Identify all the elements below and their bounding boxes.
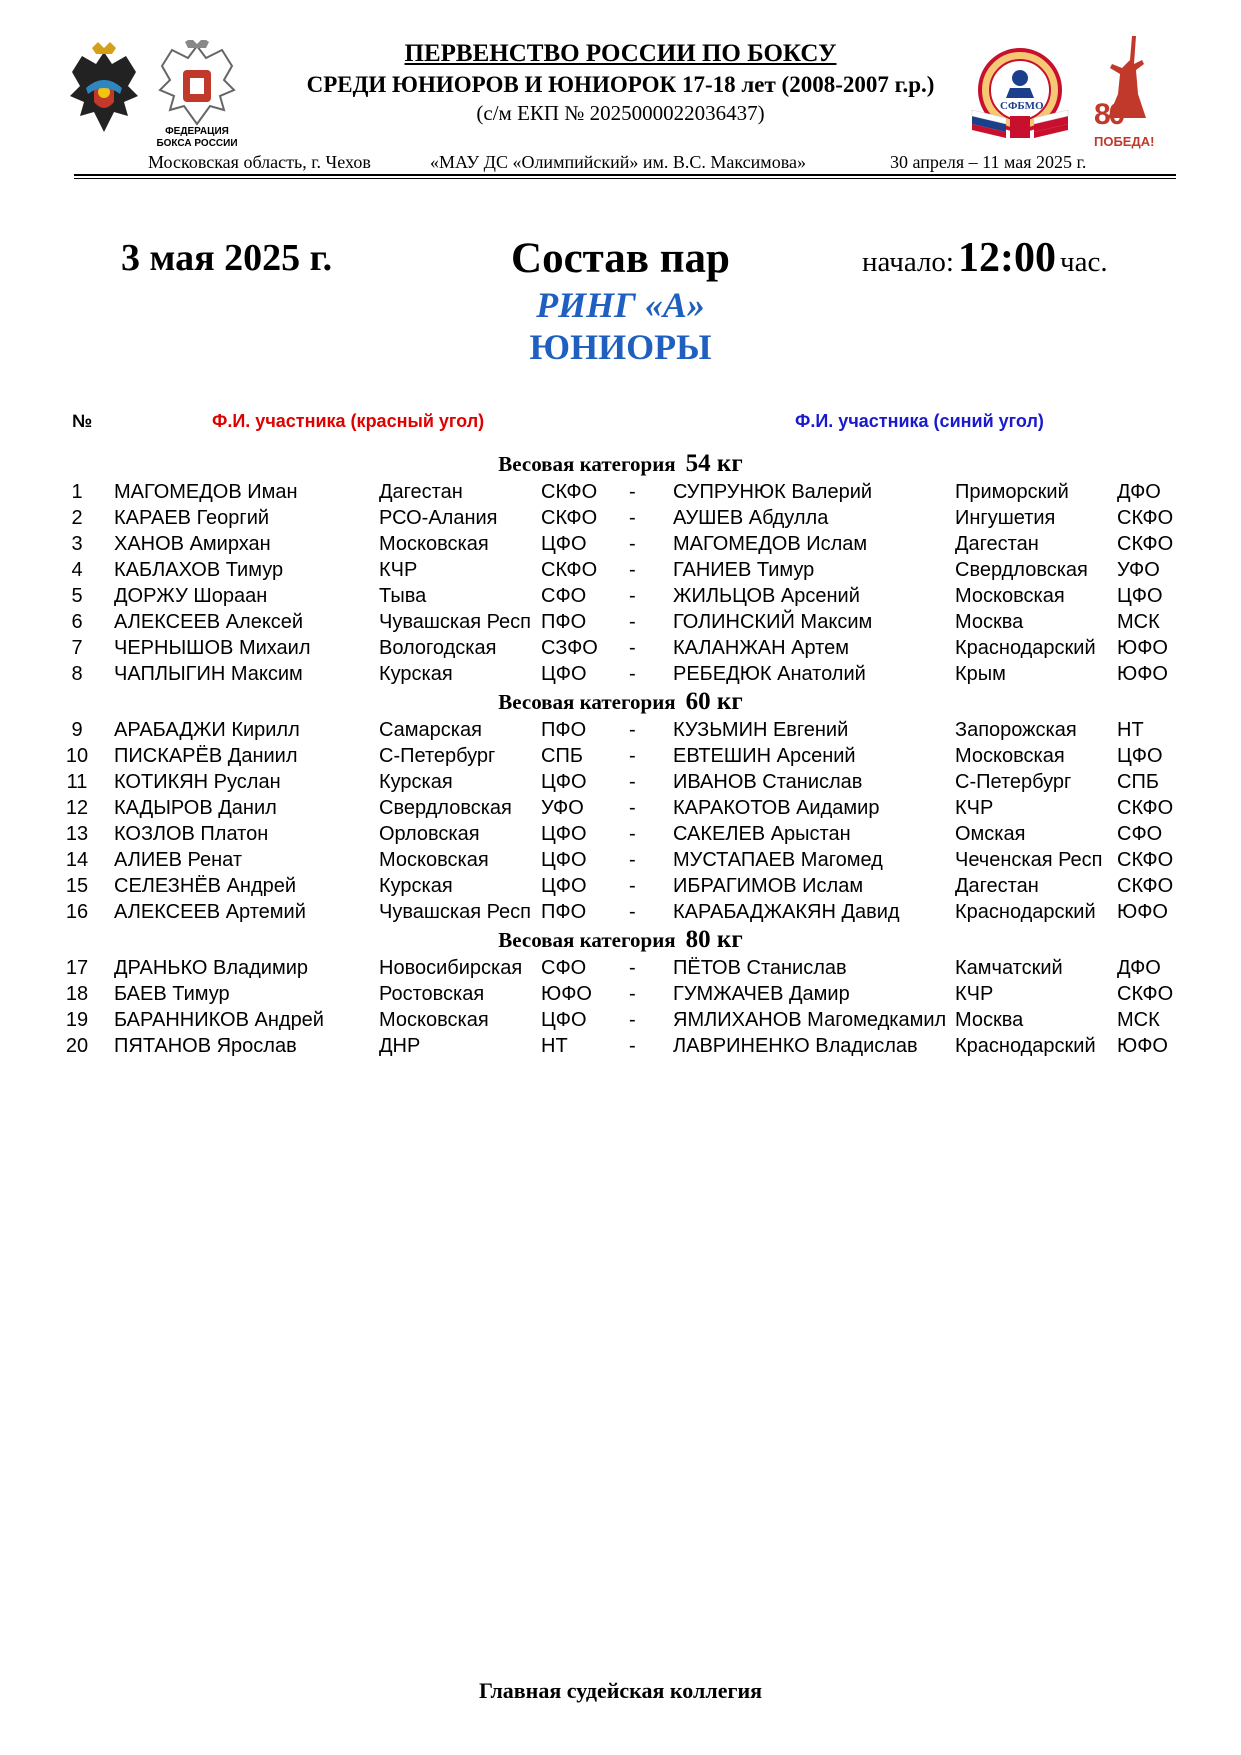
vs-separator: - — [629, 533, 636, 555]
red-boxer-region: Московская — [379, 849, 489, 871]
blue-boxer-district: НТ — [1117, 719, 1144, 741]
blue-boxer-name: КАРАКОТОВ Аидамир — [673, 797, 880, 819]
red-boxer-region: Курская — [379, 875, 453, 897]
blue-boxer-region: Чеченская Респ — [955, 849, 1103, 871]
red-boxer-region: КЧР — [379, 559, 418, 581]
red-boxer-name: ЧАПЛЫГИН Максим — [114, 663, 303, 685]
red-boxer-region: Ростовская — [379, 983, 485, 1005]
red-boxer-region: Курская — [379, 771, 453, 793]
blue-boxer-name: КУЗЬМИН Евгений — [673, 719, 849, 741]
red-boxer-name: АЛЕКСЕЕВ Алексей — [114, 611, 304, 633]
bout-number: 12 — [65, 797, 89, 819]
blue-boxer-district: ЮФО — [1117, 637, 1168, 659]
red-boxer-name: БАРАННИКОВ Андрей — [114, 1009, 324, 1031]
red-boxer-name: АРАБАДЖИ Кирилл — [114, 719, 300, 741]
blue-boxer-district: ЮФО — [1117, 1035, 1168, 1057]
red-boxer-district: СПБ — [541, 745, 583, 767]
blue-boxer-name: ЛАВРИНЕНКО Владислав — [673, 1035, 918, 1057]
column-header-blue-corner: Ф.И. участника (синий угол) — [795, 411, 1044, 431]
blue-boxer-name: ПЁТОВ Станислав — [673, 957, 847, 979]
vs-separator: - — [629, 1035, 636, 1057]
red-boxer-name: КОТИКЯН Руслан — [114, 771, 281, 793]
table-row — [0, 821, 1241, 847]
table-row — [0, 873, 1241, 899]
red-boxer-name: ДОРЖУ Шораан — [114, 585, 268, 607]
age-group: ЮНИОРЫ — [529, 327, 712, 367]
red-boxer-district: СФО — [541, 957, 587, 979]
red-boxer-region: Московская — [379, 1009, 489, 1031]
red-boxer-district: СЗФО — [541, 637, 598, 659]
bout-number: 19 — [65, 1009, 89, 1031]
blue-boxer-district: ЦФО — [1117, 585, 1163, 607]
red-boxer-region: Тыва — [379, 585, 427, 607]
bout-number: 20 — [65, 1035, 89, 1057]
red-boxer-region: Московская — [379, 533, 489, 555]
blue-boxer-district: СКФО — [1117, 983, 1174, 1005]
victory-text: ПОБЕДА! — [1094, 134, 1155, 149]
weight-category-value: 80 кг — [685, 926, 743, 953]
red-boxer-district: ПФО — [541, 611, 587, 633]
red-boxer-district: ЦФО — [541, 823, 587, 845]
blue-boxer-region: КЧР — [955, 797, 994, 819]
bout-number: 16 — [65, 901, 89, 923]
bout-number: 2 — [71, 507, 83, 529]
blue-boxer-name: ЯМЛИХАНОВ Магомедкамил — [673, 1009, 947, 1031]
column-header-number: № — [72, 411, 93, 431]
event-location: Московская область, г. Чехов — [148, 152, 371, 172]
vs-separator: - — [629, 481, 636, 503]
vs-separator: - — [629, 559, 636, 581]
table-row — [0, 717, 1241, 743]
bout-number: 4 — [71, 559, 83, 581]
blue-boxer-region: Крым — [955, 663, 1006, 685]
vs-separator: - — [629, 875, 636, 897]
red-boxer-name: СЕЛЕЗНЁВ Андрей — [114, 875, 297, 897]
red-boxer-district: СФО — [541, 585, 587, 607]
blue-boxer-district: СКФО — [1117, 849, 1174, 871]
blue-boxer-district: СКФО — [1117, 507, 1174, 529]
table-row — [0, 609, 1241, 635]
blue-boxer-region: Московская — [955, 585, 1065, 607]
red-boxer-name: ДРАНЬКО Владимир — [114, 957, 309, 979]
blue-boxer-name: ГАНИЕВ Тимур — [673, 559, 815, 581]
bout-number: 14 — [65, 849, 89, 871]
blue-boxer-region: Краснодарский — [955, 637, 1096, 659]
red-boxer-district: СКФО — [541, 507, 598, 529]
vs-separator: - — [629, 719, 636, 741]
red-boxer-district: УФО — [541, 797, 584, 819]
red-boxer-region: С-Петербург — [379, 745, 496, 767]
table-row — [0, 505, 1241, 531]
page-title: Состав пар — [511, 235, 730, 282]
vs-separator: - — [629, 507, 636, 529]
blue-boxer-district: МСК — [1117, 1009, 1160, 1031]
vs-separator: - — [629, 611, 636, 633]
blue-boxer-district: МСК — [1117, 611, 1160, 633]
bout-number: 9 — [71, 719, 83, 741]
red-boxer-name: КАРАЕВ Георгий — [114, 507, 270, 529]
red-boxer-district: ПФО — [541, 719, 587, 741]
table-row — [0, 955, 1241, 981]
blue-boxer-district: ЦФО — [1117, 745, 1163, 767]
column-header-red-corner: Ф.И. участника (красный угол) — [212, 411, 485, 431]
bout-number: 10 — [65, 745, 89, 767]
blue-boxer-name: КАЛАНЖАН Артем — [673, 637, 849, 659]
red-boxer-region: Свердловская — [379, 797, 512, 819]
table-row — [0, 635, 1241, 661]
red-boxer-district: ПФО — [541, 901, 587, 923]
red-boxer-district: ЦФО — [541, 663, 587, 685]
vs-separator: - — [629, 585, 636, 607]
red-boxer-name: АЛЕКСЕЕВ Артемий — [114, 901, 306, 923]
blue-boxer-name: СУПРУНЮК Валерий — [673, 481, 873, 503]
red-boxer-district: СКФО — [541, 481, 598, 503]
red-boxer-region: Курская — [379, 663, 453, 685]
red-boxer-name: МАГОМЕДОВ Иман — [114, 481, 298, 503]
table-row — [0, 795, 1241, 821]
weight-category-label: Весовая категория — [498, 690, 676, 714]
red-boxer-region: ДНР — [379, 1035, 421, 1057]
blue-boxer-region: Приморский — [955, 481, 1069, 503]
weight-category-header — [0, 925, 1241, 955]
weight-category-label: Весовая категория — [498, 452, 676, 476]
red-boxer-district: ЦФО — [541, 771, 587, 793]
blue-boxer-name: ГУМЖАЧЕВ Дамир — [673, 983, 850, 1005]
red-boxer-name: ЧЕРНЫШОВ Михаил — [114, 637, 311, 659]
blue-boxer-name: ГОЛИНСКИЙ Максим — [673, 611, 873, 633]
red-boxer-region: РСО-Алания — [379, 507, 498, 529]
red-boxer-region: Вологодская — [379, 637, 497, 659]
bout-date: 3 мая 2025 г. — [121, 237, 333, 279]
red-boxer-district: ЦФО — [541, 533, 587, 555]
bout-number: 17 — [65, 957, 89, 979]
blue-boxer-region: Краснодарский — [955, 901, 1096, 923]
table-row — [0, 1033, 1241, 1059]
weight-category-label: Весовая категория — [498, 928, 676, 952]
red-boxer-region: Чувашская Респ — [379, 611, 532, 633]
blue-boxer-name: РЕБЕДЮК Анатолий — [673, 663, 866, 685]
event-venue: «МАУ ДС «Олимпийский» им. В.С. Максимова» — [430, 152, 806, 172]
blue-boxer-name: МУСТАПАЕВ Магомед — [673, 849, 883, 871]
bout-number: 18 — [65, 983, 89, 1005]
bout-number: 3 — [71, 533, 83, 555]
federation-caption-1: ФЕДЕРАЦИЯ — [165, 126, 229, 137]
blue-boxer-region: Омская — [955, 823, 1026, 845]
blue-boxer-region: Камчатский — [955, 957, 1063, 979]
event-dates: 30 апреля – 11 мая 2025 г. — [890, 152, 1087, 172]
red-boxer-district: НТ — [541, 1035, 568, 1057]
table-row — [0, 743, 1241, 769]
bouts-table — [0, 449, 1241, 1059]
vs-separator: - — [629, 823, 636, 845]
bout-number: 8 — [71, 663, 83, 685]
footer-signature: Главная судейская коллегия — [478, 1678, 763, 1703]
vs-separator: - — [629, 957, 636, 979]
sfbmo-text: СФБМО — [1000, 100, 1044, 112]
blue-boxer-district: СПБ — [1117, 771, 1159, 793]
table-row — [0, 847, 1241, 873]
bout-number: 15 — [65, 875, 89, 897]
red-boxer-region: Новосибирская — [379, 957, 523, 979]
vs-separator: - — [629, 901, 636, 923]
header-divider — [74, 174, 1176, 176]
header-divider-thin — [74, 178, 1176, 179]
blue-boxer-region: Свердловская — [955, 559, 1088, 581]
table-row — [0, 531, 1241, 557]
blue-boxer-region: Краснодарский — [955, 1035, 1096, 1057]
blue-boxer-name: АУШЕВ Абдулла — [673, 507, 829, 529]
red-boxer-region: Орловская — [379, 823, 480, 845]
red-boxer-district: ЦФО — [541, 849, 587, 871]
bout-number: 5 — [71, 585, 83, 607]
table-row — [0, 583, 1241, 609]
blue-boxer-region: КЧР — [955, 983, 994, 1005]
red-boxer-name: ПЯТАНОВ Ярослав — [114, 1035, 297, 1057]
red-boxer-region: Дагестан — [379, 481, 463, 503]
blue-boxer-district: СКФО — [1117, 797, 1174, 819]
blue-boxer-name: ЕВТЕШИН Арсений — [673, 745, 856, 767]
vs-separator: - — [629, 849, 636, 871]
blue-boxer-region: Ингушетия — [955, 507, 1056, 529]
bout-number: 13 — [65, 823, 89, 845]
start-time: 12:00 — [957, 235, 1056, 281]
red-boxer-name: КОЗЛОВ Платон — [114, 823, 269, 845]
weight-category-header — [0, 449, 1241, 479]
vs-separator: - — [629, 637, 636, 659]
red-boxer-name: ПИСКАРЁВ Даниил — [114, 745, 298, 767]
start-unit: час. — [1059, 246, 1108, 278]
vs-separator: - — [629, 663, 636, 685]
vs-separator: - — [629, 797, 636, 819]
start-time-block — [862, 234, 1108, 282]
table-row — [0, 661, 1241, 687]
weight-category-value: 54 кг — [685, 450, 743, 477]
victory-number: 80 — [1094, 98, 1124, 131]
blue-boxer-region: Московская — [955, 745, 1065, 767]
weight-category-header — [0, 687, 1241, 717]
blue-boxer-name: ИБРАГИМОВ Ислам — [673, 875, 864, 897]
ring-label: РИНГ «А» — [536, 285, 705, 325]
blue-boxer-region: Москва — [955, 611, 1024, 633]
table-row — [0, 899, 1241, 925]
blue-boxer-region: С-Петербург — [955, 771, 1072, 793]
blue-boxer-region: Запорожская — [955, 719, 1077, 741]
vs-separator: - — [629, 745, 636, 767]
red-boxer-region: Чувашская Респ — [379, 901, 532, 923]
red-boxer-name: КАБЛАХОВ Тимур — [114, 559, 284, 581]
blue-boxer-name: МАГОМЕДОВ Ислам — [673, 533, 868, 555]
vs-separator: - — [629, 1009, 636, 1031]
event-subtitle: СРЕДИ ЮНИОРОВ И ЮНИОРОК 17-18 лет (2008-2007 г.р.) — [306, 72, 935, 97]
vs-separator: - — [629, 983, 636, 1005]
blue-boxer-name: ИВАНОВ Станислав — [673, 771, 863, 793]
blue-boxer-district: ДФО — [1117, 957, 1161, 979]
red-boxer-district: СКФО — [541, 559, 598, 581]
start-label: начало: — [862, 246, 954, 278]
table-row — [0, 557, 1241, 583]
red-boxer-district: ЦФО — [541, 875, 587, 897]
table-row — [0, 769, 1241, 795]
red-boxer-name: БАЕВ Тимур — [114, 983, 230, 1005]
red-boxer-district: ЮФО — [541, 983, 592, 1005]
bout-number: 6 — [71, 611, 83, 633]
blue-boxer-district: УФО — [1117, 559, 1160, 581]
event-registry-number: (с/м ЕКП № 2025000022036437) — [476, 101, 765, 125]
bout-number: 7 — [71, 637, 83, 659]
blue-boxer-district: ЮФО — [1117, 663, 1168, 685]
bout-number: 1 — [71, 481, 83, 503]
red-boxer-name: ХАНОВ Амирхан — [114, 533, 271, 555]
bout-number: 11 — [66, 771, 88, 793]
table-row — [0, 981, 1241, 1007]
red-boxer-region: Самарская — [379, 719, 482, 741]
blue-boxer-district: СКФО — [1117, 875, 1174, 897]
blue-boxer-district: ДФО — [1117, 481, 1161, 503]
blue-boxer-region: Дагестан — [955, 875, 1039, 897]
federation-caption-2: БОКСА РОССИИ — [156, 138, 238, 149]
vs-separator: - — [629, 771, 636, 793]
blue-boxer-district: СКФО — [1117, 533, 1174, 555]
blue-boxer-name: КАРАБАДЖАКЯН Давид — [673, 901, 900, 923]
weight-category-value: 60 кг — [685, 688, 743, 715]
red-boxer-name: КАДЫРОВ Данил — [114, 797, 277, 819]
event-title: ПЕРВЕНСТВО РОССИИ ПО БОКСУ — [404, 40, 837, 67]
red-boxer-name: АЛИЕВ Ренат — [114, 849, 242, 871]
blue-boxer-name: ЖИЛЬЦОВ Арсений — [673, 585, 860, 607]
table-row — [0, 479, 1241, 505]
red-boxer-district: ЦФО — [541, 1009, 587, 1031]
blue-boxer-region: Москва — [955, 1009, 1024, 1031]
blue-boxer-name: САКЕЛЕВ Арыстан — [673, 823, 851, 845]
table-row — [0, 1007, 1241, 1033]
blue-boxer-district: ЮФО — [1117, 901, 1168, 923]
blue-boxer-district: СФО — [1117, 823, 1163, 845]
blue-boxer-region: Дагестан — [955, 533, 1039, 555]
